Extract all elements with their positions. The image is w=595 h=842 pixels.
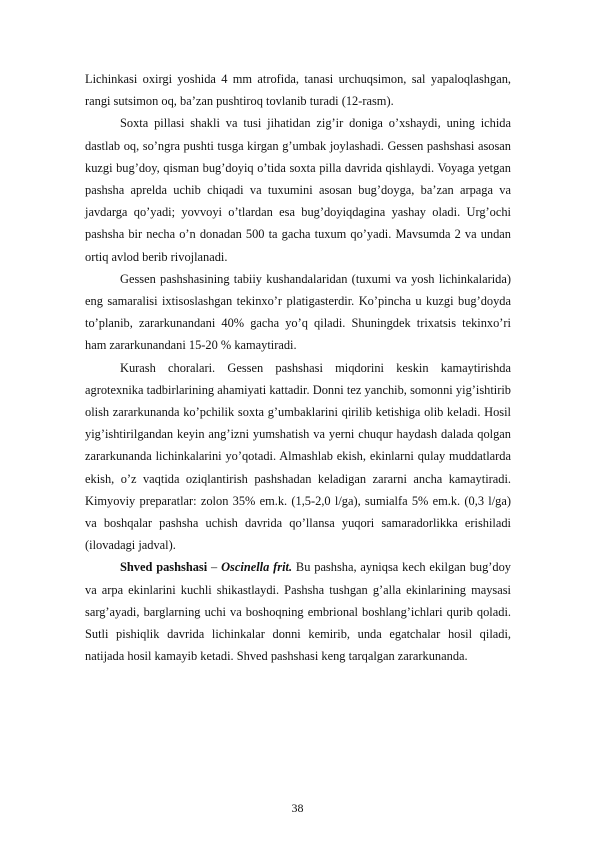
frit-fly-dash: – (207, 560, 222, 575)
frit-fly-latin-name: Oscinella frit. (221, 560, 293, 575)
paragraph-pupa-wintering: Soxta pillasi shakli va tusi jihatidan zig’ir doniga o’xshaydi, uning ichida dastlab oq, so’ngra pushti tusga kirgan g’umbak joylashadi. Gessen pashshasi asosan kuzgi bug’doy, qisman bug’doyiq o’tida soxta pilla davrida qishlaydi. Voyaga yetgan pashsha aprelda uchib chiqadi va tuxumini asosan bug’doyga, ba’zan arpaga va javdarga qo’yadi; yovvoyi o’tlardan esa bug’doyiqdagina yashay oladi. Urg’ochi pashsha bir necha o’n donadan 500 ta gacha tuxum qo’yadi. Mavsumda 2 va undan ortiq avlod berib rivojlanadi. (85, 116, 511, 264)
paragraph-larva-description: Lichinkasi oxirgi yoshida 4 mm atrofida, tanasi urchuqsimon, sal yapaloqlashgan, rangi sutsimon oq, ba’zan pushtiroq tovlanib turadi (12-rasm). (85, 72, 511, 109)
page-number: 38 (291, 801, 304, 815)
body-text (85, 68, 511, 667)
paragraph-frit-fly (85, 556, 511, 667)
paragraph-control-measures: Kurash choralari. Gessen pashshasi miqdorini keskin kamaytirishda agrotexnika tadbirlarining ahamiyati kattadir. Donni tez yanchib, somonni yig’ishtirib olish zararkunanda ko’pchilik soxta g’umbaklarini qirilib ketishiga olib keladi. Hosil yig’ishtirilgandan keyin ang’izni yumshatish va yerni chuqur haydash dalada qolgan zararkunanda lichinkalarini yo’qotadi. Almashlab ekish, ekinlarni qulay muddatlarda ekish, o’z vaqtida oziqlantirish pashshadan keladigan zararni ancha kamaytiradi. Kimyoviy preparatlar: zolon 35% em.k. (1,5-2,0 l/ga), sumialfa 5% em.k. (0,3 l/ga) va boshqalar pashsha uchish davrida qo’llansa yuqori samaradorlikka erishiladi (ilovadagi jadval). (85, 360, 511, 553)
frit-fly-heading: Shved pashshasi (120, 560, 208, 575)
frit-fly-description: Bu pashsha, ayniqsa kech ekilgan bug’doy va arpa ekinlarini kuchli shikastlaydi. Pashsha tushgan g’alla ekinlarining maysasi sarg’ayadi, barglarning uchi va boshoqning embrional boshlang’ichlari qurib qoladi. Sutli pishiqlik davrida lichinkalar donni kemirib, unda egatchalar hosil qiladi, natijada hosil kamayib ketadi. Shved pashshasi keng tarqalgan zararkunanda. (85, 560, 511, 664)
paragraph-natural-enemies: Gessen pashshasining tabiiy kushandalaridan (tuxumi va yosh lichinkalarida) eng samaralisi ixtisoslashgan tekinxo’r platigasterdir. Ko’pincha u kuzgi bug’doyda to’planib, zararkunandani 40% gacha yo’q qiladi. Shuningdek trixatsis tekinxo’ri ham zararkunandani 15-20 % kamaytiradi. (85, 271, 511, 353)
